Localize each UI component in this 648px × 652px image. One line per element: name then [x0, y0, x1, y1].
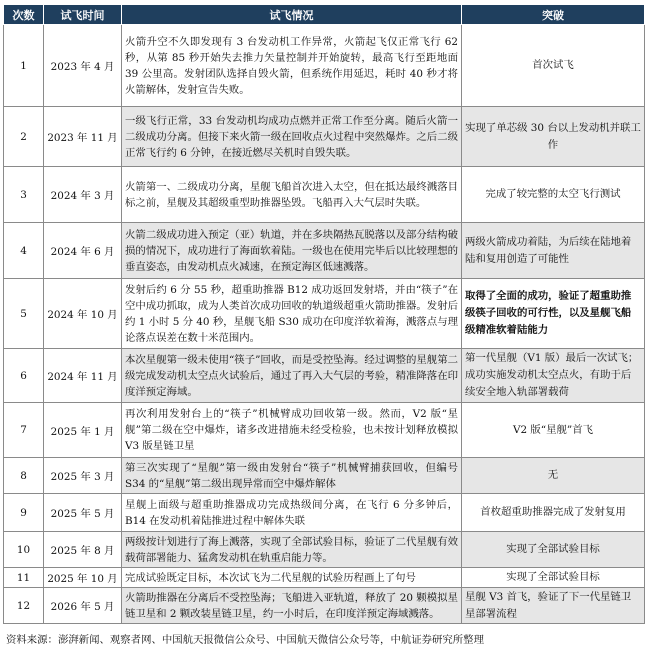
table-row [4, 568, 645, 588]
table-row [4, 223, 645, 279]
table-row [4, 588, 645, 624]
table-header-row [4, 5, 645, 25]
header-count: 次数 [4, 5, 44, 25]
row-situation: 第三次实现了“星舰”第一级由发射台“筷子”机械臂捕获回收，但编号 S34 的“星舰”第二级出现异常而空中爆炸解体 [122, 458, 462, 494]
row-number: 9 [4, 494, 44, 532]
table-row [4, 458, 645, 494]
row-number: 7 [4, 403, 44, 458]
table-row [4, 403, 645, 458]
row-situation: 火箭升空不久即发现有 3 台发动机工作异常，火箭起飞仅正常飞行 62 秒，从第 85 秒开始失去推力矢量控制并开始旋转，最高飞行至距地面 39 公里高。发射团队选择自毁火箭，但系统作用延迟，耗时 40 秒才将火箭解体，发射宣告失败。 [122, 25, 462, 107]
table-row [4, 494, 645, 532]
table-row [4, 167, 645, 223]
row-situation: 发射后约 6 分 55 秒，超重助推器 B12 成功返回发射塔，并由“筷子”在空中成功抓取，成为人类首次成功回收的轨道级超重火箭助推器。发射后约 1 小时 5 分 40 秒，星舰飞船 S30 成功在印度洋软着海，溅落点与理论落点误差在数十米范围内。 [122, 279, 462, 349]
row-number: 10 [4, 532, 44, 568]
row-date: 2024 年 6 月 [44, 223, 122, 279]
row-date: 2024 年 10 月 [44, 279, 122, 349]
row-number: 8 [4, 458, 44, 494]
table-row [4, 279, 645, 349]
row-date: 2025 年 5 月 [44, 494, 122, 532]
row-situation: 火箭助推器在分离后不受控坠海；飞船进入亚轨道，释放了 20 颗模拟星链卫星和 2 颗改装星链卫星，约一小时后，在印度洋预定海域溅落。 [122, 588, 462, 624]
row-situation: 本次星舰第一级未使用“筷子”回收，而是受控坠海。经过调整的星舰第二级完成发动机太空点火试验后，通过了再入大气层的考验，精准降落在印度洋预定海域。 [122, 349, 462, 403]
row-breakthrough: 实现了全部试验目标 [462, 568, 645, 588]
table-row [4, 532, 645, 568]
row-date: 2025 年 10 月 [44, 568, 122, 588]
row-date: 2025 年 1 月 [44, 403, 122, 458]
row-breakthrough: 实现了全部试验目标 [462, 532, 645, 568]
row-breakthrough: 首枚超重助推器完成了发射复用 [462, 494, 645, 532]
row-date: 2023 年 4 月 [44, 25, 122, 107]
row-breakthrough: 首次试飞 [462, 25, 645, 107]
source-note: 资料来源：澎湃新闻、观察者网、中国航天报微信公众号、中国航天微信公众号等，中航证券研究所整理 [6, 634, 484, 646]
row-number: 6 [4, 349, 44, 403]
row-date: 2025 年 3 月 [44, 458, 122, 494]
row-situation: 火箭第一、二级成功分离，星舰飞船首次进入太空，但在抵达最终溅落目标之前，星舰及其超级重型助推器坠毁。飞船再入大气层时失联。 [122, 167, 462, 223]
row-breakthrough: 无 [462, 458, 645, 494]
row-situation: 再次利用发射台上的“筷子”机械臂成功回收第一级。然而，V2 版“星舰”第二级在空中爆炸，诸多改进措施未经受检验，也未按计划释放模拟 V3 版星链卫星 [122, 403, 462, 458]
row-date: 2024 年 11 月 [44, 349, 122, 403]
row-number: 5 [4, 279, 44, 349]
row-number: 2 [4, 107, 44, 167]
row-number: 3 [4, 167, 44, 223]
row-number: 4 [4, 223, 44, 279]
row-number: 11 [4, 568, 44, 588]
table-row [4, 25, 645, 107]
row-breakthrough: 完成了较完整的太空飞行测试 [462, 167, 645, 223]
row-number: 1 [4, 25, 44, 107]
header-date: 试飞时间 [44, 5, 122, 25]
row-breakthrough: 两级火箭成功着陆，为后续在陆地着陆和复用创造了可能性 [462, 223, 645, 279]
row-breakthrough: V2 版“星舰”首飞 [462, 403, 645, 458]
row-situation: 一级飞行正常，33 台发动机均成功点燃并正常工作至分离。随后火箭一二级成功分离。但接下来火箭一级在回收点火过程中突然爆炸。之后二级正常飞行约 6 分钟，在接近燃尽关机时自毁失联。 [122, 107, 462, 167]
row-breakthrough: 取得了全面的成功，验证了超重助推级筷子回收的可行性，以及星舰飞船级精准软着陆能力 [462, 279, 645, 349]
table-row [4, 349, 645, 403]
row-situation: 星舰上面级与超重助推器成功完成热级间分离，在飞行 6 分多钟后，B14 在发动机着陆推进过程中解体失联 [122, 494, 462, 532]
row-breakthrough: 实现了单芯级 30 台以上发动机并联工作 [462, 107, 645, 167]
row-breakthrough: 第一代星舰（V1 版）最后一次试飞；成功实施发动机太空点火，有助于后续安全地入轨部署载荷 [462, 349, 645, 403]
row-situation: 两级按计划进行了海上溅落，实现了全部试验目标，验证了二代星舰有效载荷部署能力、猛禽发动机在轨重启能力等。 [122, 532, 462, 568]
row-date: 2023 年 11 月 [44, 107, 122, 167]
header-situation: 试飞情况 [122, 5, 462, 25]
row-date: 2024 年 3 月 [44, 167, 122, 223]
row-breakthrough: 星舰 V3 首飞，验证了下一代星链卫星部署流程 [462, 588, 645, 624]
table-row [4, 107, 645, 167]
flight-test-table [3, 4, 645, 624]
row-number: 12 [4, 588, 44, 624]
row-situation: 完成试验既定目标，本次试飞为二代星舰的试验历程画上了句号 [122, 568, 462, 588]
header-breakthrough: 突破 [462, 5, 645, 25]
row-situation: 火箭二级成功进入预定（亚）轨道，并在多块隔热瓦脱落以及部分结构破损的情况下，成功进行了海面软着陆。一级也在使用完毕后以比较理想的垂直姿态，由发动机点火减速，在预定海区低速溅落。 [122, 223, 462, 279]
row-date: 2026 年 5 月 [44, 588, 122, 624]
row-date: 2025 年 8 月 [44, 532, 122, 568]
